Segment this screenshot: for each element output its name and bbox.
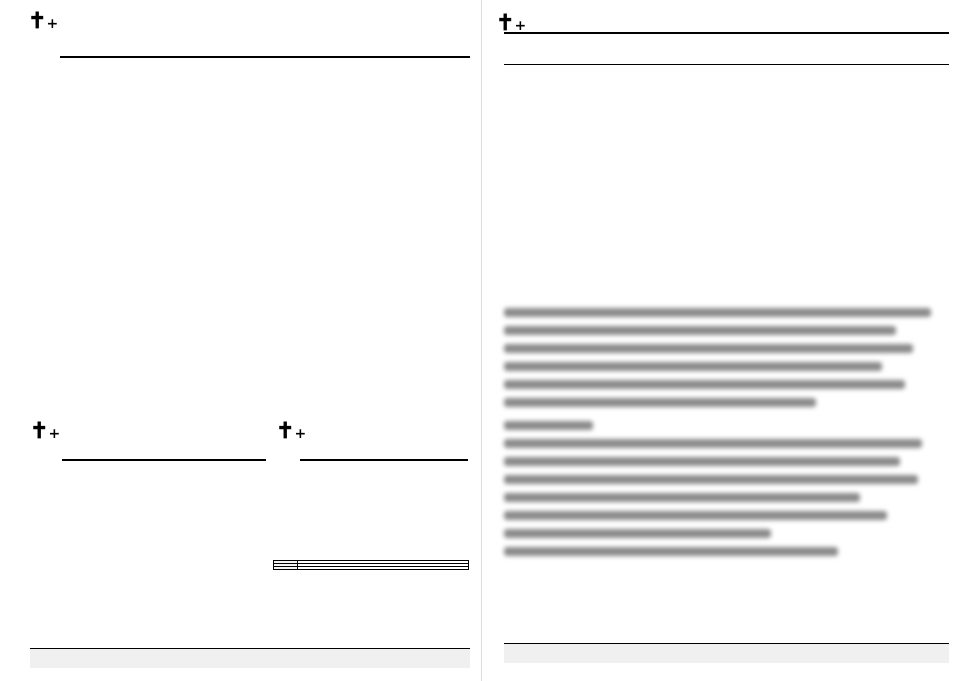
cross-icon: ✝+	[496, 10, 527, 36]
blurred-content	[504, 308, 949, 565]
committee-value	[298, 564, 468, 566]
committee-row	[274, 561, 468, 563]
right-page	[484, 0, 960, 681]
wednesday-underline	[300, 459, 468, 461]
praise-underline	[62, 459, 266, 461]
committee-label	[274, 564, 298, 566]
cross-icon: ✝+	[30, 418, 61, 444]
title-topline	[504, 32, 949, 34]
committee-label	[274, 567, 298, 569]
cross-icon: ✝+	[276, 418, 307, 444]
committee-row	[274, 563, 468, 566]
committee-value	[298, 561, 468, 563]
committee-label	[274, 561, 298, 563]
right-footer	[504, 643, 949, 663]
committee-value	[298, 567, 468, 569]
committee-row	[274, 566, 468, 569]
left-footer	[30, 648, 470, 668]
committee-table	[273, 560, 469, 570]
cross-icon: ✝+	[28, 8, 59, 34]
title-underline	[504, 64, 949, 65]
title-underline	[60, 56, 470, 58]
